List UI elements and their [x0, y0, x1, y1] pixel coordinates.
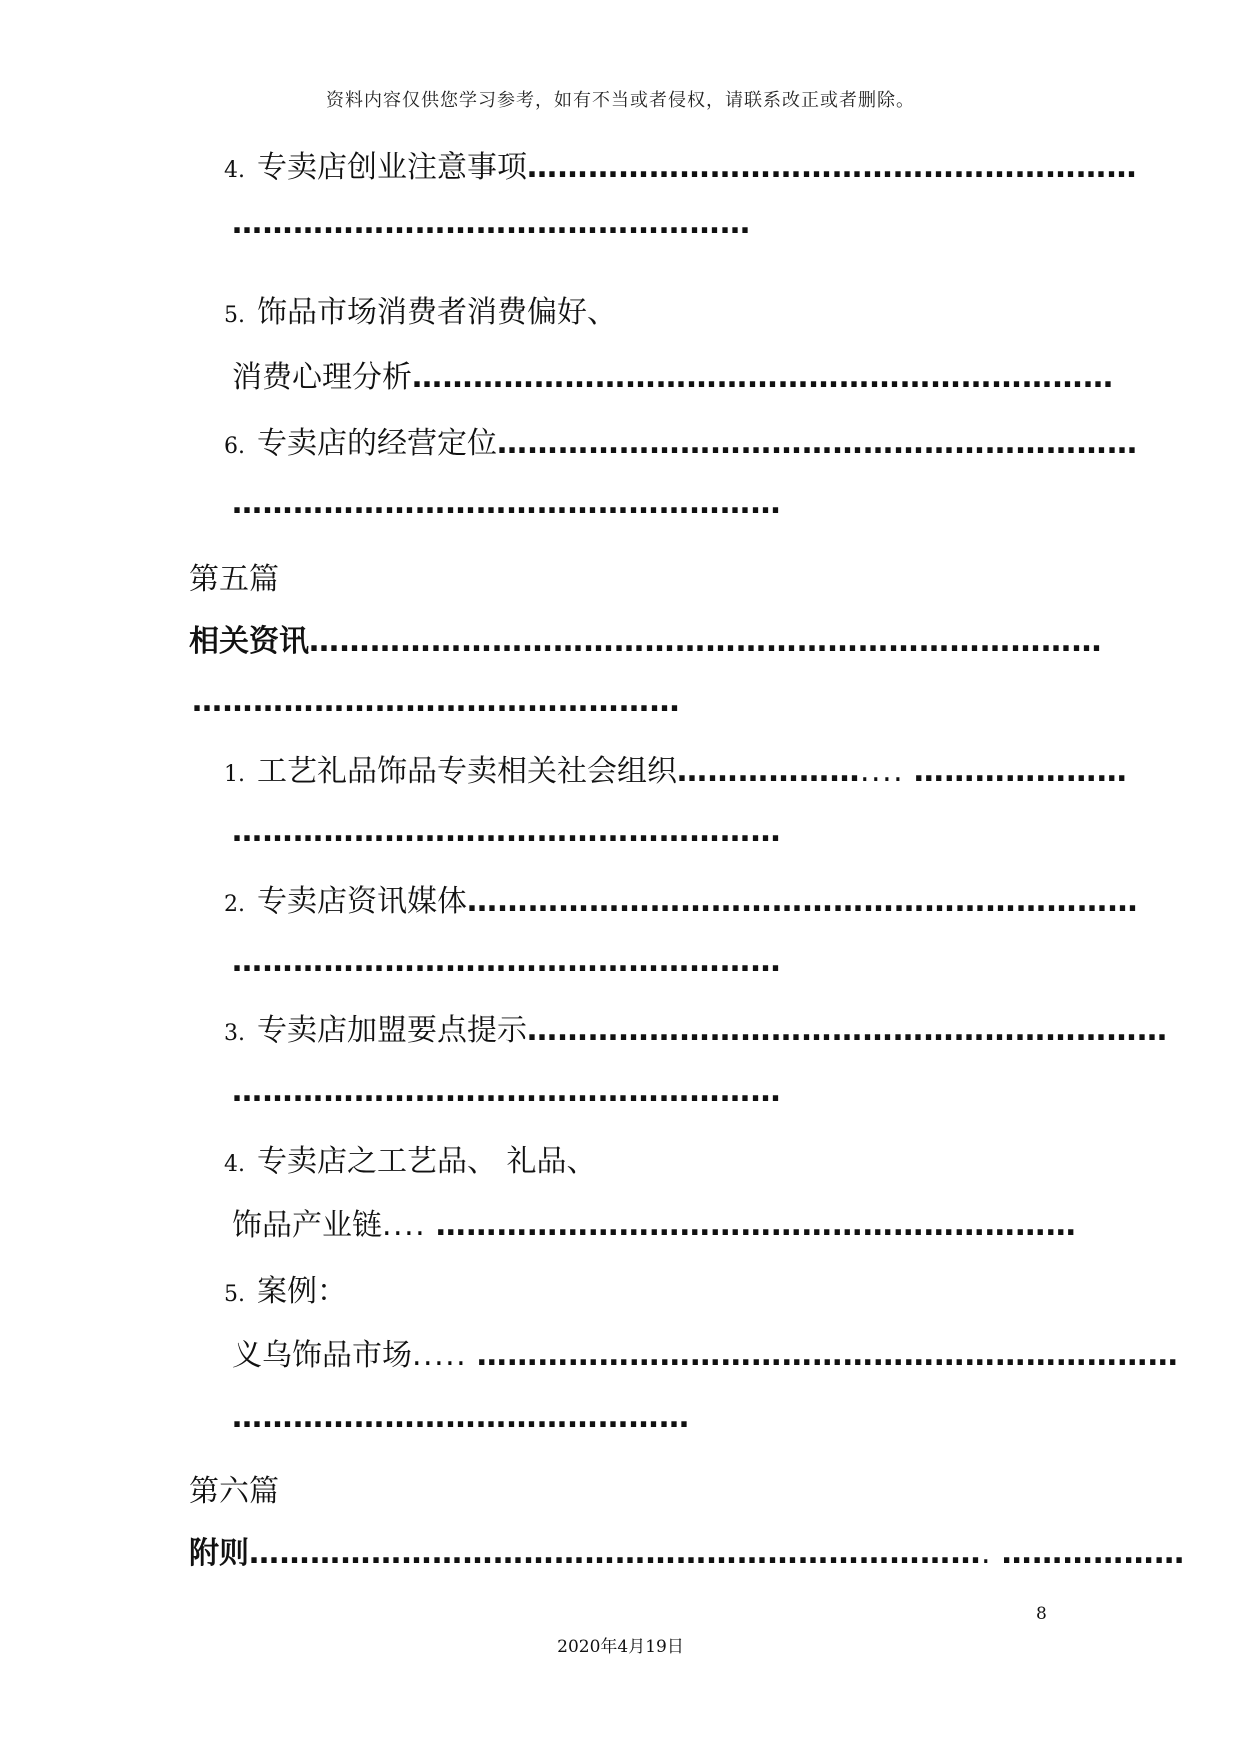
toc-entry-p5-3[interactable] — [224, 1011, 1168, 1054]
leader-dots: ……………… — [677, 754, 860, 789]
entry-title-cont: 消费心理分析 — [232, 360, 412, 395]
leader-dots: …………………………………………………………… — [412, 360, 1114, 395]
entry-title: 专卖店的经营定位 — [257, 426, 497, 461]
entry-number: 4. — [224, 158, 245, 183]
leader-dots: ……………………………………………… — [232, 944, 781, 979]
leader-dots: ……………………………………………………… — [435, 1208, 1077, 1243]
toc-entry-p5-2-continuation — [232, 942, 781, 982]
entry-number: 5. — [224, 303, 245, 328]
leader-periods: . — [981, 1536, 993, 1571]
leader-dots: …………………………………………………………………… — [309, 624, 1102, 659]
leader-dots: …………………………………………………………… — [476, 1338, 1179, 1373]
entry-title: 专卖店创业注意事项 — [257, 150, 527, 185]
leader-periods: .... — [860, 754, 905, 789]
entry-number: 6. — [224, 434, 245, 459]
toc-entry-6[interactable] — [224, 424, 1138, 467]
toc-entry-p5-4-continuation[interactable] — [232, 1206, 1076, 1246]
entry-title: 专卖店加盟要点提示 — [257, 1013, 527, 1048]
toc-entry-p5-5[interactable] — [224, 1272, 347, 1315]
entry-number: 5. — [224, 1282, 245, 1307]
leader-dots: ……………………………………………… — [232, 1074, 781, 1109]
part-title-entry[interactable] — [189, 1534, 1185, 1574]
leader-periods: .... — [382, 1208, 427, 1243]
leader-dots: ……………………………………………… — [232, 814, 781, 849]
leader-dots: ……………………………………………………… — [497, 426, 1138, 461]
toc-entry-6-continuation — [232, 484, 781, 524]
leader-dots: …………………………………………………… — [527, 150, 1137, 185]
page-number: 8 — [1036, 1604, 1047, 1624]
toc-entry-p5-5-continuation-2 — [232, 1398, 690, 1438]
leader-dots: ………………………………………… — [192, 684, 680, 719]
toc-entry-4-continuation — [232, 204, 751, 244]
entry-number: 3. — [224, 1021, 245, 1046]
part-label: 第六篇 — [189, 1474, 279, 1509]
part-title: 相关资讯 — [189, 624, 309, 659]
entry-number: 1. — [224, 762, 245, 787]
leader-dots: ……………………………………… — [232, 1400, 690, 1435]
leader-periods: ..... — [412, 1338, 468, 1373]
entry-title: 饰品市场消费者消费偏好、 — [257, 295, 617, 330]
toc-entry-4[interactable] — [224, 148, 1137, 191]
toc-entry-p5-4[interactable] — [224, 1142, 597, 1185]
leader-dots: ………………… — [913, 754, 1128, 789]
part-title: 附则 — [189, 1536, 249, 1571]
part-title-continuation — [192, 682, 680, 722]
leader-dots: ……………… — [1001, 1536, 1185, 1571]
entry-title-cont: 义乌饰品市场 — [232, 1338, 412, 1373]
entry-number: 4. — [224, 1152, 245, 1177]
leader-dots: ……………………………………………… — [232, 486, 781, 521]
entry-title-cont: 饰品产业链 — [232, 1208, 382, 1243]
entry-number: 2. — [224, 892, 245, 917]
toc-entry-p5-5-continuation[interactable] — [232, 1336, 1178, 1376]
entry-title: 工艺礼品饰品专卖相关社会组织 — [257, 754, 677, 789]
leader-dots: ………………………………………………………… — [467, 884, 1138, 919]
part-title-entry[interactable] — [189, 622, 1102, 662]
leader-dots: ……………………………………………………… — [527, 1013, 1168, 1048]
page-header: 资料内容仅供您学习参考，如有不当或者侵权，请联系改正或者删除。 — [326, 90, 915, 111]
entry-title: 案例： — [257, 1274, 347, 1309]
footer-date: 2020年4月19日 — [557, 1637, 684, 1657]
toc-entry-p5-1[interactable] — [224, 752, 1127, 795]
leader-dots: …………………………………………… — [232, 206, 751, 241]
toc-entry-p5-3-continuation — [232, 1072, 781, 1112]
toc-entry-p5-1-continuation — [232, 812, 781, 852]
leader-dots: ……………………………………………………………… — [249, 1536, 981, 1571]
entry-title: 专卖店之工艺品、 礼品、 — [257, 1144, 597, 1179]
part-label: 第五篇 — [189, 562, 279, 597]
toc-entry-5-continuation[interactable] — [232, 358, 1114, 398]
toc-entry-p5-2[interactable] — [224, 882, 1138, 925]
entry-title: 专卖店资讯媒体 — [257, 884, 467, 919]
toc-entry-5[interactable] — [224, 293, 617, 336]
